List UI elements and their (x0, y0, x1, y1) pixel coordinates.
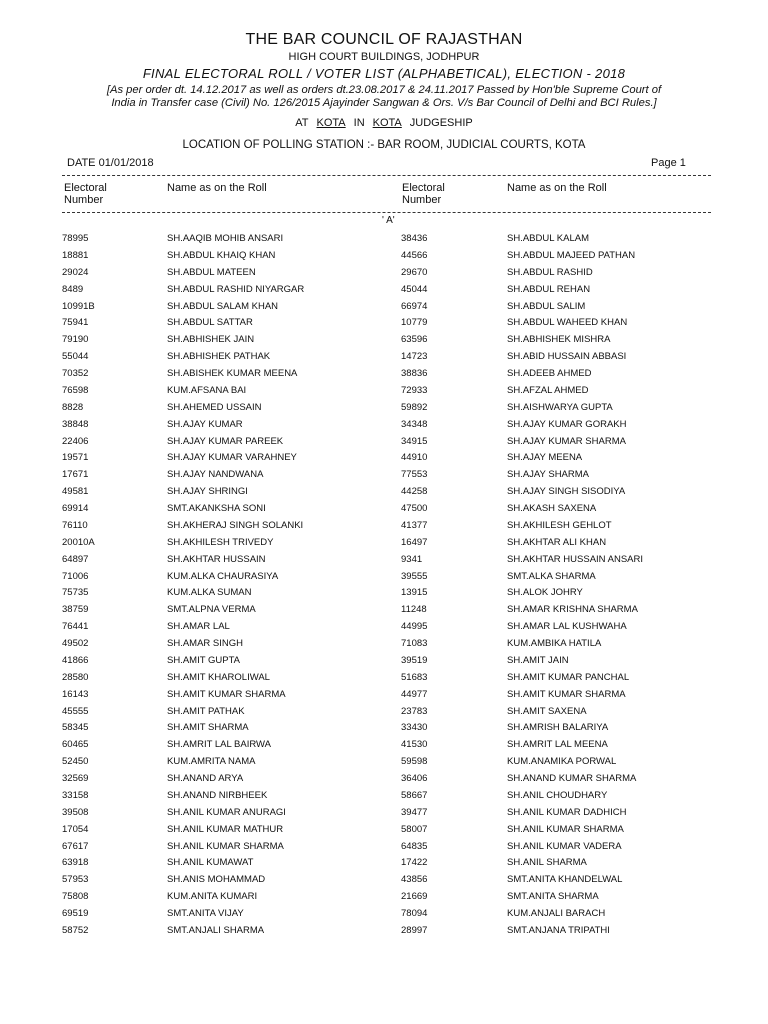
table-row (0, 706, 768, 723)
electoral-number-right: 63596 (401, 334, 428, 346)
voter-name-right: SH.ANAND KUMAR SHARMA (507, 773, 637, 784)
voter-name-left: SH.AMAR LAL (167, 621, 230, 633)
voter-name-left: SH.AMIT PATHAK (167, 705, 245, 717)
electoral-number-left: 45555 (62, 705, 89, 717)
electoral-number-left: 64897 (62, 553, 89, 565)
electoral-number-left: 41866 (62, 654, 89, 666)
voter-name-left: KUM.ALKA SUMAN (167, 587, 252, 599)
voter-name-left: SH.AMIT SHARMA (167, 722, 249, 734)
voter-name-left: SMT.ALPNA VERMA (167, 604, 256, 616)
electoral-number-right: 36406 (401, 773, 428, 784)
electoral-number-left: 18881 (62, 249, 89, 261)
electoral-number-right: 9341 (401, 553, 423, 565)
electoral-number-right: 44995 (401, 621, 428, 633)
voter-name-left: SH.ANIL KUMAR SHARMA (167, 840, 284, 852)
voter-name-right: SH.AMIT KUMAR SHARMA (507, 688, 626, 700)
table-row (0, 317, 768, 334)
header-bottom-divider (62, 212, 711, 213)
table-row (0, 908, 768, 925)
voter-name-left: SH.AMIT KUMAR SHARMA (167, 688, 286, 700)
table-row (0, 655, 768, 672)
electoral-number-right: 38836 (401, 368, 428, 379)
electoral-number-right: 29670 (401, 266, 428, 278)
table-row (0, 301, 768, 318)
table-row (0, 756, 768, 773)
electoral-number-right: 38436 (401, 233, 428, 244)
column-header-electoral-number-right: Electoral Number (402, 182, 445, 206)
voter-name-right: SH.AJAY MEENA (507, 452, 583, 464)
voter-name-right: KUM.ANAMIKA PORWAL (507, 756, 617, 768)
voter-name-left: SH.ABDUL SATTAR (167, 317, 253, 329)
electoral-number-right: 43856 (401, 874, 428, 886)
voter-name-right: SMT.ANJANA TRIPATHI (507, 924, 610, 936)
electoral-number-right: 39477 (401, 806, 428, 818)
electoral-number-left: 38759 (62, 604, 89, 616)
electoral-number-right: 23783 (401, 705, 428, 717)
table-row (0, 452, 768, 469)
voter-name-left: SH.AJAY SHRINGI (167, 486, 248, 498)
page-number: Page 1 (651, 157, 686, 169)
table-row (0, 891, 768, 908)
electoral-number-left: 8489 (62, 283, 84, 295)
voter-name-left: SH.ABISHEK KUMAR MEENA (167, 368, 298, 379)
table-row (0, 722, 768, 739)
voter-name-right: SH.AJAY KUMAR SHARMA (507, 435, 626, 447)
voter-name-right: SMT.ANITA SHARMA (507, 891, 599, 903)
table-row (0, 874, 768, 891)
voter-name-right: SH.AJAY KUMAR GORAKH (507, 418, 627, 430)
electoral-number-left: 63918 (62, 857, 89, 869)
electoral-number-left: 20010A (62, 536, 95, 548)
electoral-number-right: 78094 (401, 908, 428, 919)
electoral-number-left: 58345 (62, 722, 89, 734)
electoral-number-left: 55044 (62, 351, 89, 363)
table-row (0, 486, 768, 503)
voter-name-right: KUM.ANJALI BARACH (507, 908, 606, 919)
table-row (0, 469, 768, 486)
alphabet-section-letter: ' A' (382, 215, 395, 226)
electoral-number-left: 78995 (62, 233, 89, 244)
voter-name-right: SH.AMRIT LAL MEENA (507, 739, 608, 751)
table-row (0, 351, 768, 368)
table-row (0, 638, 768, 655)
voter-name-right: SH.AKHTAR HUSSAIN ANSARI (507, 553, 644, 565)
electoral-number-right: 77553 (401, 469, 428, 481)
judgeship-line (0, 117, 768, 129)
table-row (0, 503, 768, 520)
voter-name-right: SH.AMAR LAL KUSHWAHA (507, 621, 627, 633)
voter-name-right: SMT.ANITA KHANDELWAL (507, 874, 623, 886)
voter-name-left: SH.AMAR SINGH (167, 638, 244, 649)
table-row (0, 824, 768, 841)
voter-name-left: SH.ANIL KUMAWAT (167, 857, 254, 869)
voter-name-left: SH.ANAND NIRBHEEK (167, 789, 268, 801)
table-row (0, 672, 768, 689)
electoral-number-left: 57953 (62, 874, 89, 886)
electoral-number-left: 75735 (62, 587, 89, 599)
electoral-number-right: 28997 (401, 924, 428, 936)
electoral-number-right: 34348 (401, 418, 428, 430)
voter-name-right: SH.AMIT SAXENA (507, 705, 587, 717)
electoral-number-right: 72933 (401, 384, 428, 396)
electoral-number-left: 58752 (62, 924, 89, 936)
voter-name-right: SH.AISHWARYA GUPTA (507, 401, 613, 413)
electoral-number-right: 51683 (401, 671, 428, 683)
table-row (0, 537, 768, 554)
table-row (0, 402, 768, 419)
court-order-note-line1: [As per order dt. 14.12.2017 as well as orders dt.23.08.2017 & 24.11.2017 Passed by Hon'ble Supreme Court of (106, 84, 662, 96)
voter-name-left: KUM.AMRITA NAMA (167, 756, 256, 768)
electoral-number-right: 14723 (401, 351, 428, 363)
voter-name-left: SH.ANAND ARYA (167, 773, 244, 784)
voter-name-left: SMT.ANJALI SHARMA (167, 924, 265, 936)
column-header-electoral-number-left: Electoral Number (64, 182, 107, 206)
electoral-number-right: 41377 (401, 519, 428, 531)
voter-name-right: SH.ANIL KUMAR VADERA (507, 840, 622, 852)
voter-name-right: SH.AKASH SAXENA (507, 503, 597, 514)
electoral-number-left: 16143 (62, 688, 89, 700)
voter-name-right: SH.ABDUL MAJEED PATHAN (507, 249, 636, 261)
voter-name-left: SH.AJAY KUMAR (167, 418, 243, 430)
voter-name-right: SH.ANIL KUMAR SHARMA (507, 823, 624, 835)
table-row (0, 334, 768, 351)
table-row (0, 689, 768, 706)
voter-name-left: SH.AJAY KUMAR PAREEK (167, 435, 284, 447)
voter-name-right: SH.AMRISH BALARIYA (507, 722, 609, 734)
table-row (0, 739, 768, 756)
electoral-number-left: 76441 (62, 621, 89, 633)
voter-name-left: SH.AMIT KHAROLIWAL (167, 671, 270, 683)
electoral-number-left: 17671 (62, 469, 89, 481)
voter-name-left: SH.ABDUL KHAIQ KHAN (167, 249, 276, 261)
electoral-number-right: 59892 (401, 401, 428, 413)
voter-name-left: KUM.ANITA KUMARI (167, 891, 258, 903)
electoral-number-right: 39555 (401, 570, 428, 582)
table-row (0, 587, 768, 604)
electoral-number-left: 76110 (62, 519, 88, 531)
judgeship-label: JUDGESHIP (409, 117, 473, 129)
electoral-number-right: 44977 (401, 688, 428, 700)
voter-name-left: SH.ABHISHEK PATHAK (167, 351, 271, 363)
voter-name-left: SH.ABDUL SALAM KHAN (167, 300, 279, 312)
voter-name-left: SMT.ANITA VIJAY (167, 908, 244, 919)
electoral-number-left: 76598 (62, 384, 89, 396)
voter-name-left: KUM.AFSANA BAI (167, 384, 247, 396)
electoral-number-left: 29024 (62, 266, 89, 278)
electoral-number-right: 47500 (401, 503, 428, 514)
electoral-number-left: 52450 (62, 756, 89, 768)
at-place: KOTA (316, 117, 346, 129)
electoral-number-left: 69519 (62, 908, 89, 919)
electoral-number-left: 10991B (62, 300, 95, 312)
electoral-number-right: 71083 (401, 638, 428, 649)
voter-name-right: SH.AJAY SINGH SISODIYA (507, 486, 626, 498)
voter-name-left: SH.AMRIT LAL BAIRWA (167, 739, 271, 751)
electoral-number-right: 45044 (401, 283, 428, 295)
table-row (0, 841, 768, 858)
table-row (0, 571, 768, 588)
electoral-number-left: 60465 (62, 739, 89, 751)
electoral-number-right: 39519 (401, 654, 428, 666)
electoral-number-left: 67617 (62, 840, 89, 852)
electoral-number-left: 28580 (62, 671, 89, 683)
voter-name-right: SH.ANIL CHOUDHARY (507, 789, 608, 801)
voter-name-left: SH.AJAY NANDWANA (167, 469, 264, 481)
voter-name-right: SH.ABDUL RASHID (507, 266, 593, 278)
electoral-number-left: 19571 (62, 452, 89, 464)
voter-name-right: SH.AKHTAR ALI KHAN (507, 536, 607, 548)
electoral-number-left: 22406 (62, 435, 89, 447)
voter-name-left: KUM.ALKA CHAURASIYA (167, 570, 279, 582)
electoral-number-left: 17054 (62, 823, 89, 835)
polling-station-location: LOCATION OF POLLING STATION :- BAR ROOM, JUDICIAL COURTS, KOTA (182, 139, 586, 151)
electoral-number-right: 44258 (401, 486, 428, 498)
voter-name-left: SH.ANIL KUMAR ANURAGI (167, 806, 286, 818)
electoral-number-left: 75941 (62, 317, 89, 329)
electoral-number-left: 39508 (62, 806, 89, 818)
voter-name-left: SH.AMIT GUPTA (167, 654, 241, 666)
voter-name-right: SH.AKHILESH GEHLOT (507, 519, 612, 531)
electoral-number-right: 59598 (401, 756, 428, 768)
voter-name-right: SH.ABID HUSSAIN ABBASI (507, 351, 627, 363)
electoral-number-right: 64835 (401, 840, 428, 852)
voter-name-right: SH.ABDUL KALAM (507, 233, 590, 244)
header-top-divider (62, 175, 711, 176)
table-row (0, 419, 768, 436)
table-row (0, 284, 768, 301)
voter-name-left: SH.ANIS MOHAMMAD (167, 874, 266, 886)
in-place: KOTA (372, 117, 402, 129)
document-subtitle: HIGH COURT BUILDINGS, JODHPUR (288, 51, 480, 63)
column-header-name-right: Name as on the Roll (507, 182, 607, 194)
electoral-number-right: 10779 (401, 317, 428, 329)
voter-name-right: KUM.AMBIKA HATILA (507, 638, 602, 649)
table-row (0, 604, 768, 621)
electoral-number-right: 58007 (401, 823, 428, 835)
electoral-roll-heading: FINAL ELECTORAL ROLL / VOTER LIST (ALPHABETICAL), ELECTION - 2018 (142, 66, 626, 81)
table-row (0, 233, 768, 250)
table-row (0, 520, 768, 537)
electoral-number-right: 44566 (401, 249, 428, 261)
table-row (0, 385, 768, 402)
electoral-number-left: 75808 (62, 891, 89, 903)
electoral-number-right: 16497 (401, 536, 428, 548)
voter-name-left: SH.AHEMED USSAIN (167, 401, 262, 413)
roll-date: DATE 01/01/2018 (67, 157, 154, 169)
voter-name-left: SH.ABDUL RASHID NIYARGAR (167, 283, 305, 295)
voter-name-right: SH.ABDUL SALIM (507, 300, 586, 312)
table-row (0, 554, 768, 571)
table-row (0, 807, 768, 824)
electoral-number-right: 58667 (401, 789, 428, 801)
table-row (0, 250, 768, 267)
voter-name-right: SH.ANIL KUMAR DADHICH (507, 806, 627, 818)
voter-name-right: SH.ABHISHEK MISHRA (507, 334, 611, 346)
voter-name-right: SH.AFZAL AHMED (507, 384, 589, 396)
electoral-number-right: 11248 (401, 604, 427, 616)
electoral-number-left: 71006 (62, 570, 89, 582)
electoral-number-right: 66974 (401, 300, 428, 312)
voter-name-left: SH.ABHISHEK JAIN (167, 334, 255, 346)
document-title: THE BAR COUNCIL OF RAJASTHAN (245, 31, 523, 48)
electoral-number-left: 8828 (62, 401, 84, 413)
voter-name-right: SMT.ALKA SHARMA (507, 570, 596, 582)
voter-name-left: SH.AJAY KUMAR VARAHNEY (167, 452, 297, 464)
electoral-number-right: 21669 (401, 891, 428, 903)
electoral-number-left: 38848 (62, 418, 89, 430)
electoral-number-left: 70352 (62, 368, 89, 379)
electoral-number-right: 17422 (401, 857, 428, 869)
voter-name-right: SH.AMIT JAIN (507, 654, 569, 666)
electoral-number-right: 33430 (401, 722, 428, 734)
voter-name-right: SH.ABDUL REHAN (507, 283, 591, 295)
table-row (0, 790, 768, 807)
electoral-number-left: 79190 (62, 334, 89, 346)
table-row (0, 436, 768, 453)
voter-name-right: SH.AJAY SHARMA (507, 469, 590, 481)
voter-name-left: SH.AKHERAJ SINGH SOLANKI (167, 519, 304, 531)
table-row (0, 925, 768, 942)
electoral-number-left: 49581 (62, 486, 89, 498)
voter-name-left: SH.ABDUL MATEEN (167, 266, 256, 278)
voter-name-left: SMT.AKANKSHA SONI (167, 503, 266, 514)
electoral-number-right: 13915 (401, 587, 428, 599)
table-row (0, 857, 768, 874)
voter-name-right: SH.ADEEB AHMED (507, 368, 592, 379)
at-label: AT (295, 117, 309, 129)
voter-name-left: SH.AAQIB MOHIB ANSARI (167, 233, 284, 244)
electoral-number-left: 69914 (62, 503, 89, 514)
voter-name-right: SH.AMIT KUMAR PANCHAL (507, 671, 630, 683)
voter-name-right: SH.ANIL SHARMA (507, 857, 587, 869)
voter-name-right: SH.AMAR KRISHNA SHARMA (507, 604, 638, 616)
column-header-name-left: Name as on the Roll (167, 182, 267, 194)
electoral-number-right: 41530 (401, 739, 428, 751)
voter-name-left: SH.AKHTAR HUSSAIN (167, 553, 266, 565)
table-row (0, 368, 768, 385)
in-label: IN (353, 117, 365, 129)
voter-name-right: SH.ABDUL WAHEED KHAN (507, 317, 628, 329)
electoral-number-left: 32569 (62, 773, 89, 784)
court-order-note-line2: India in Transfer case (Civil) No. 126/2015 Ajayinder Sangwan & Ors. V/s Bar Council of Delhi and BCI Rules.] (111, 97, 657, 109)
electoral-number-left: 33158 (62, 789, 89, 801)
voter-rows (0, 233, 768, 942)
electoral-number-right: 44910 (401, 452, 428, 464)
voter-name-left: SH.ANIL KUMAR MATHUR (167, 823, 284, 835)
voter-name-left: SH.AKHILESH TRIVEDY (167, 536, 274, 548)
electoral-number-left: 49502 (62, 638, 89, 649)
electoral-number-right: 34915 (401, 435, 428, 447)
table-row (0, 773, 768, 790)
voter-name-right: SH.ALOK JOHRY (507, 587, 583, 599)
table-row (0, 267, 768, 284)
table-row (0, 621, 768, 638)
